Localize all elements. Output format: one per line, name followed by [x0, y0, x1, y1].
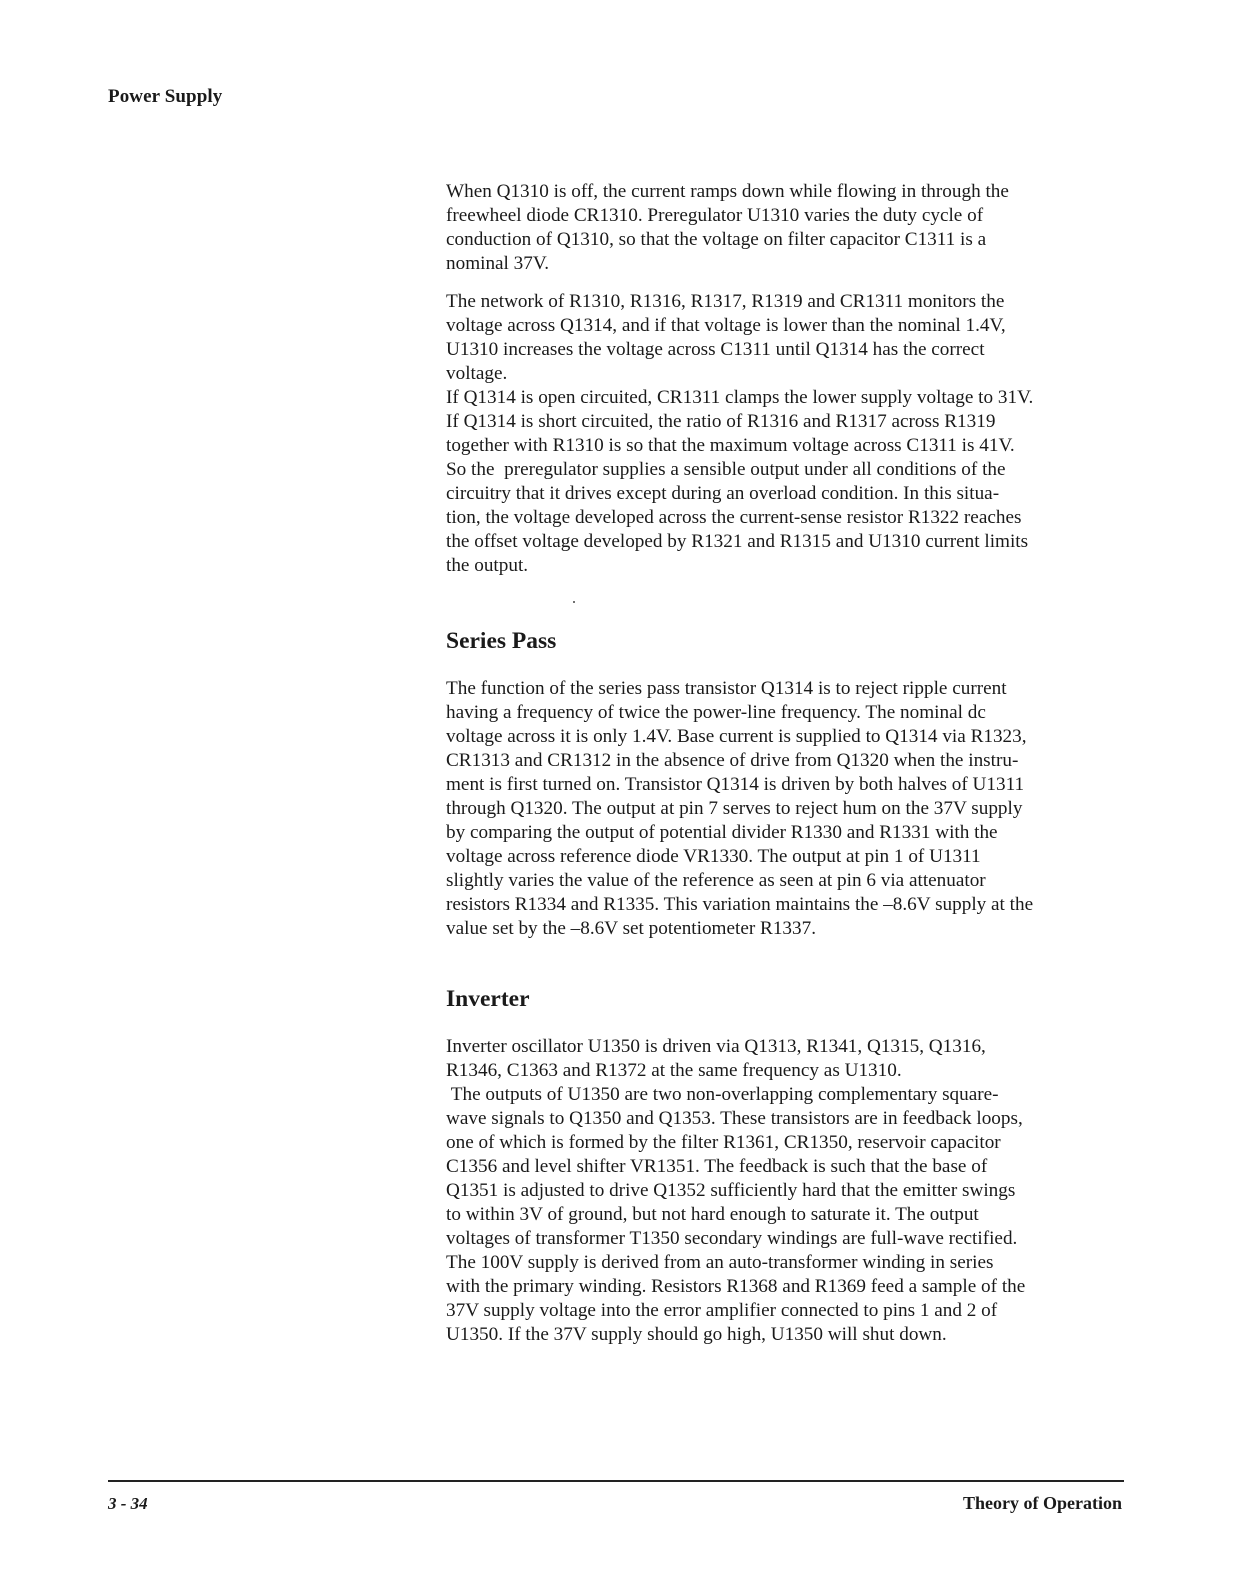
- text-line: voltages of transformer T1350 secondary windings are full-wave rectified.: [446, 1228, 1018, 1249]
- text-line: tion, the voltage developed across the current-sense resistor R1322 reaches: [446, 507, 1022, 528]
- text-line: C1356 and level shifter VR1351. The feedback is such that the base of: [446, 1156, 988, 1177]
- text-line: U1350. If the 37V supply should go high, U1350 will shut down.: [446, 1324, 947, 1345]
- text-line: R1346, C1363 and R1372 at the same frequency as U1310.: [446, 1060, 902, 1081]
- text-line: When Q1310 is off, the current ramps down while flowing in through the: [446, 181, 1009, 202]
- text-line: slightly varies the value of the reference as seen at pin 6 via attenuator: [446, 870, 986, 891]
- scan-speck: [573, 601, 575, 603]
- text-line: the offset voltage developed by R1321 and R1315 and U1310 current limits: [446, 531, 1029, 552]
- text-line: CR1313 and CR1312 in the absence of drive from Q1320 when the instru-: [446, 750, 1019, 771]
- text-line: having a frequency of twice the power-line frequency. The nominal dc: [446, 702, 986, 723]
- section-heading-inverter: Inverter: [446, 986, 530, 1012]
- paragraph-series-pass: [446, 677, 1136, 941]
- text-line: with the primary winding. Resistors R1368 and R1369 feed a sample of the: [446, 1276, 1026, 1297]
- text-line: The 100V supply is derived from an auto-transformer winding in series: [446, 1252, 994, 1273]
- footer-rule: [108, 1480, 1124, 1482]
- body-column: [446, 180, 1136, 1347]
- text-line: ment is first turned on. Transistor Q1314 is driven by both halves of U1311: [446, 774, 1025, 795]
- text-line: Inverter oscillator U1350 is driven via Q1313, R1341, Q1315, Q1316,: [446, 1036, 986, 1057]
- text-line: one of which is formed by the filter R1361, CR1350, reservoir capacitor: [446, 1132, 1001, 1153]
- text-line: If Q1314 is open circuited, CR1311 clamps the lower supply voltage to 31V.: [446, 387, 1034, 408]
- text-line: voltage across it is only 1.4V. Base current is supplied to Q1314 via R1323,: [446, 726, 1027, 747]
- text-line: U1310 increases the voltage across C1311 until Q1314 has the correct: [446, 339, 985, 360]
- text-line: freewheel diode CR1310. Preregulator U1310 varies the duty cycle of: [446, 205, 984, 226]
- text-line: The function of the series pass transistor Q1314 is to reject ripple current: [446, 678, 1007, 699]
- paragraph-inverter: [446, 1035, 1136, 1347]
- text-line: resistors R1334 and R1335. This variation maintains the –8.6V supply at the: [446, 894, 1034, 915]
- section-heading-series-pass: Series Pass: [446, 628, 557, 654]
- text-line: So the preregulator supplies a sensible output under all conditions of the: [446, 459, 1006, 480]
- running-head: Power Supply: [108, 86, 223, 107]
- text-line: wave signals to Q1350 and Q1353. These transistors are in feedback loops,: [446, 1108, 1023, 1129]
- text-line: to within 3V of ground, but not hard enough to saturate it. The output: [446, 1204, 979, 1225]
- text-line: nominal 37V.: [446, 253, 550, 274]
- text-line: voltage across reference diode VR1330. The output at pin 1 of U1311: [446, 846, 981, 867]
- text-line: value set by the –8.6V set potentiometer R1337.: [446, 918, 817, 939]
- text-line: conduction of Q1310, so that the voltage on filter capacitor C1311 is a: [446, 229, 987, 250]
- text-line: 37V supply voltage into the error amplifier connected to pins 1 and 2 of: [446, 1300, 998, 1321]
- text-line: If Q1314 is short circuited, the ratio of R1316 and R1317 across R1319: [446, 411, 996, 432]
- text-line: The outputs of U1350 are two non-overlapping complementary square-: [446, 1084, 999, 1105]
- text-line: through Q1320. The output at pin 7 serves to reject hum on the 37V supply: [446, 798, 1023, 819]
- paragraph-freewheel: [446, 180, 1136, 276]
- text-line: circuitry that it drives except during an overload condition. In this situa-: [446, 483, 1000, 504]
- text-line: Q1351 is adjusted to drive Q1352 sufficiently hard that the emitter swings: [446, 1180, 1016, 1201]
- page-number: 3 - 34: [108, 1494, 148, 1513]
- paragraph-network: [446, 290, 1136, 578]
- text-line: the output.: [446, 555, 529, 576]
- footer-section-title: Theory of Operation: [963, 1493, 1122, 1513]
- text-line: by comparing the output of potential divider R1330 and R1331 with the: [446, 822, 998, 843]
- text-line: voltage across Q1314, and if that voltage is lower than the nominal 1.4V,: [446, 315, 1006, 336]
- text-line: voltage.: [446, 363, 508, 384]
- text-line: together with R1310 is so that the maximum voltage across C1311 is 41V.: [446, 435, 1015, 456]
- text-line: The network of R1310, R1316, R1317, R1319 and CR1311 monitors the: [446, 291, 1005, 312]
